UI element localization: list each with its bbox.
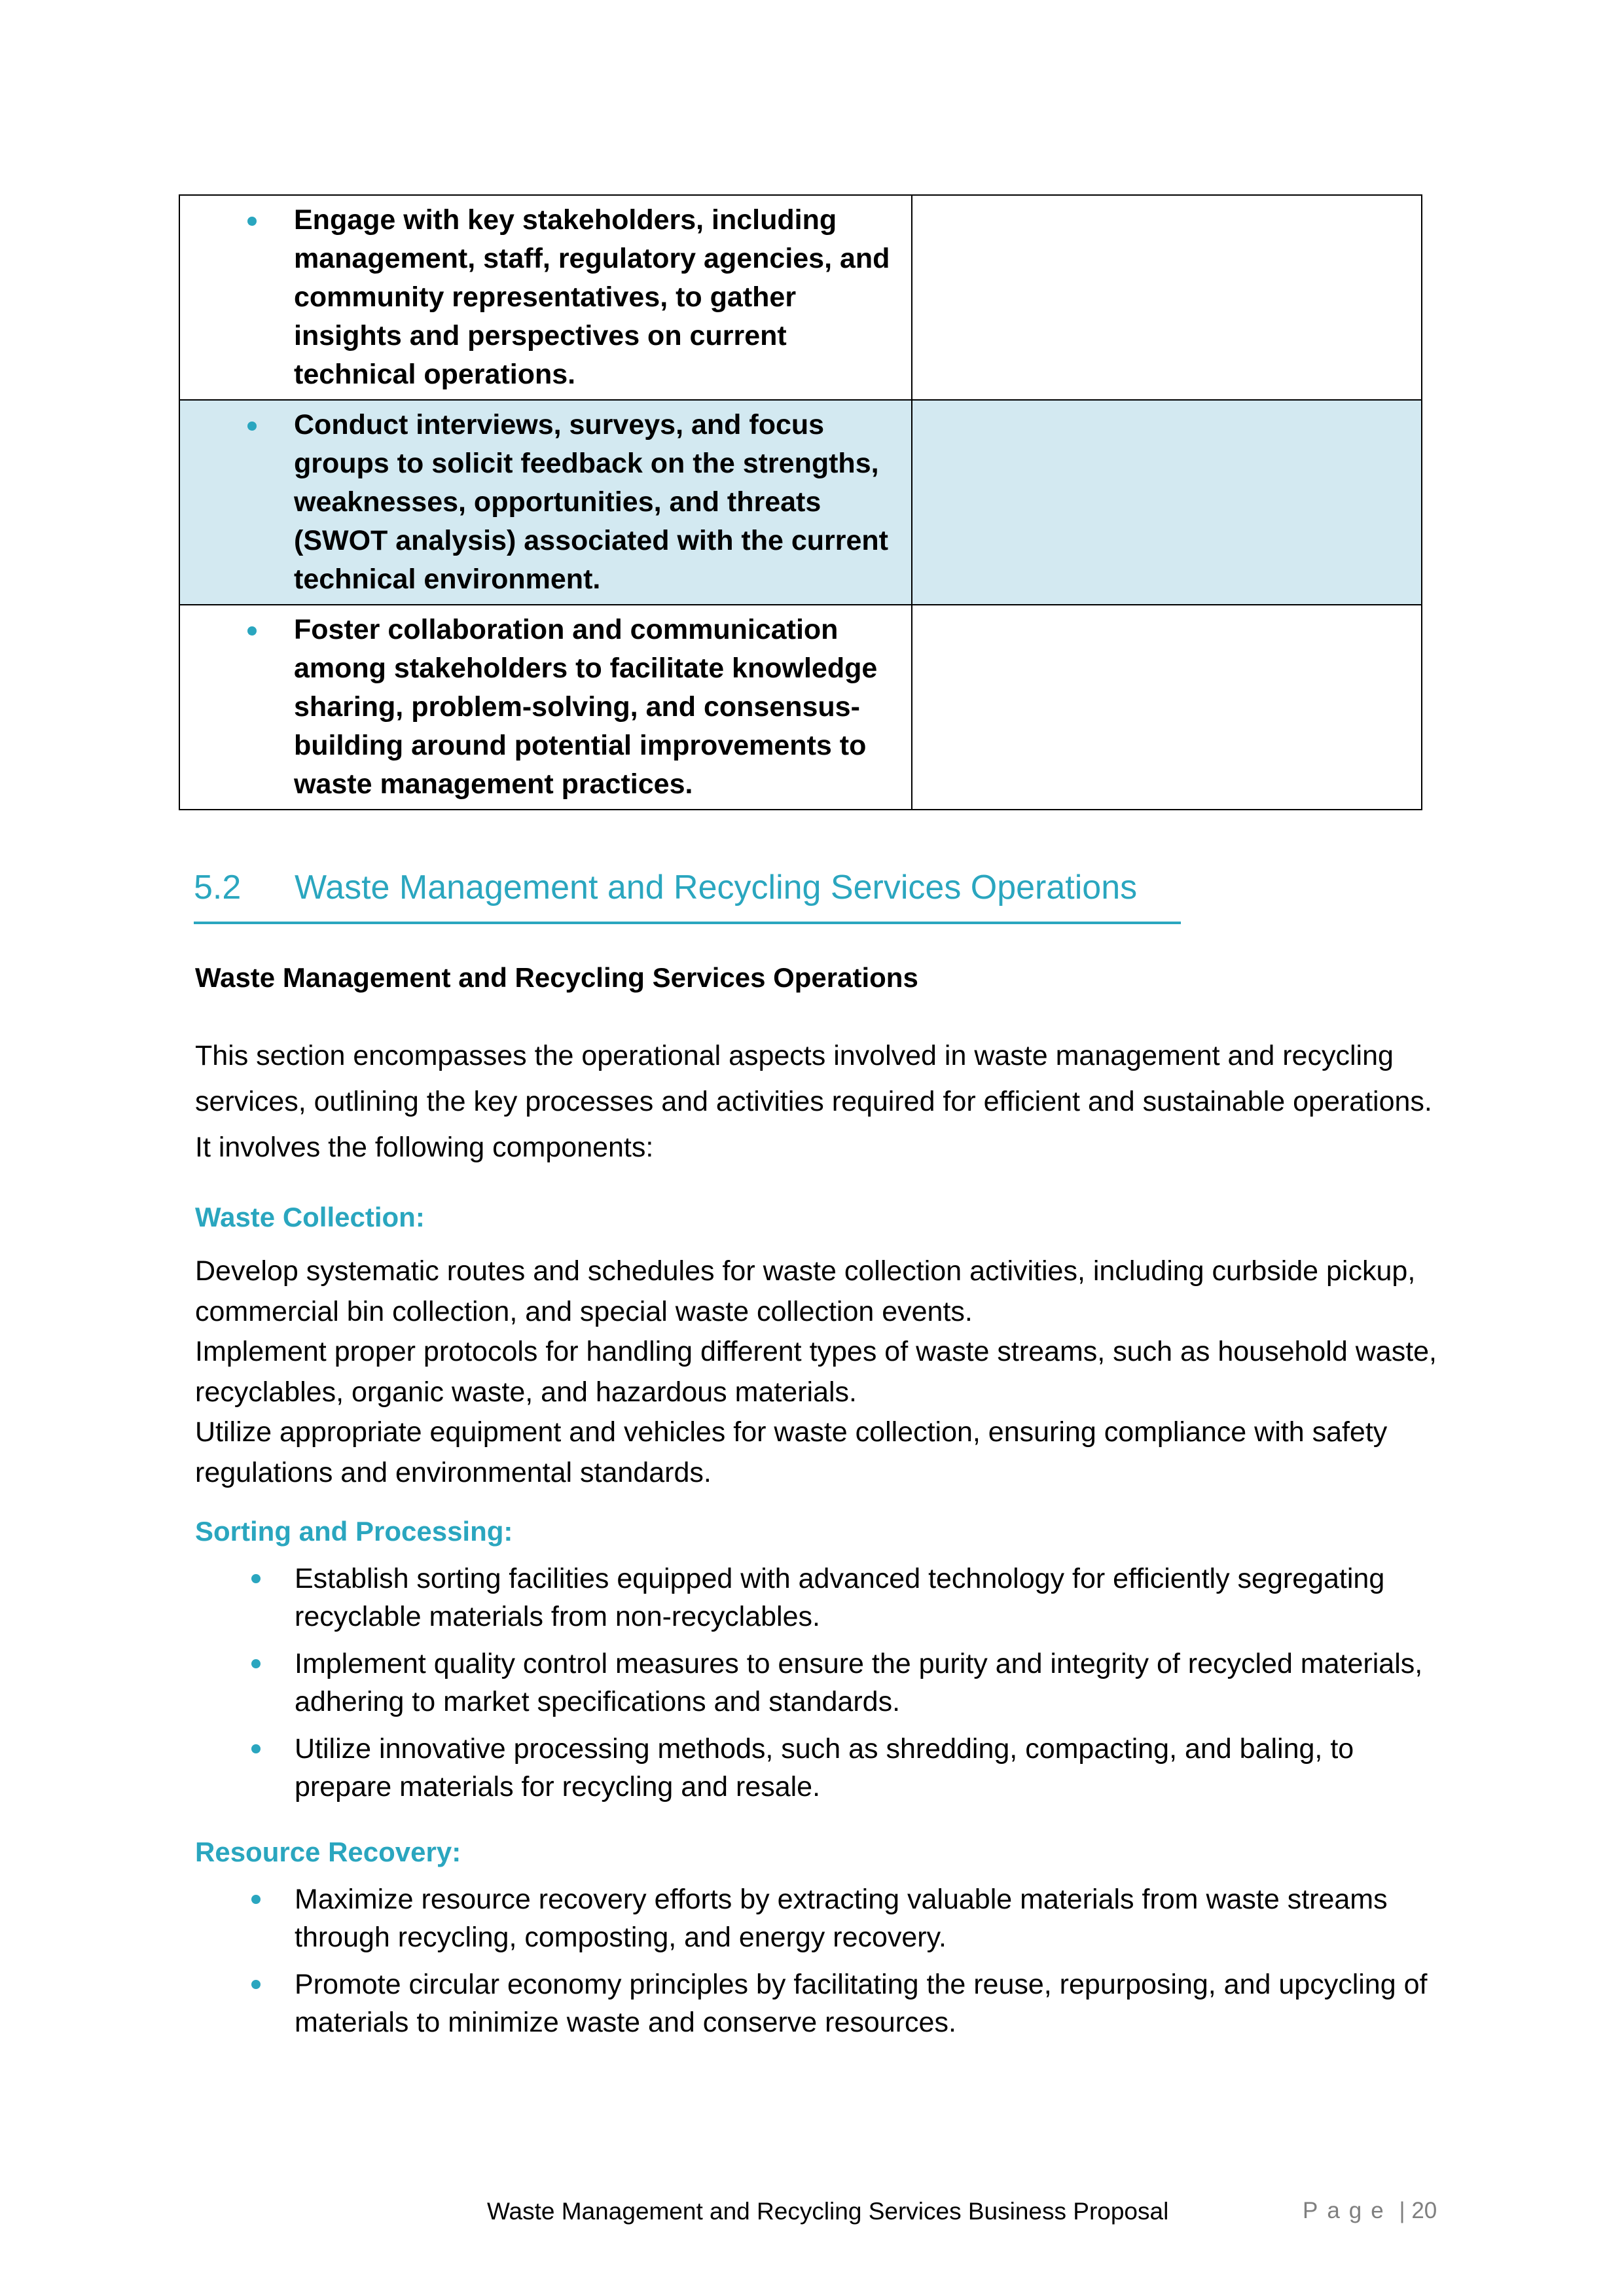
list-item: Utilize innovative processing methods, such as shredding, compacting, and baling, to prepare materials for recycling and resale. — [195, 1730, 1439, 1806]
table-cell-right — [912, 605, 1422, 810]
table-cell-left — [179, 195, 912, 400]
table-bullet-item: Conduct interviews, surveys, and focus groups to solicit feedback on the strengths, weaknesses, opportunities, and threats (SWOT analysis) associated with the current technical environment. — [180, 406, 898, 599]
table-cell-right — [912, 400, 1422, 605]
sorting-label: Sorting and Processing: — [195, 1516, 513, 1547]
page-number: 20 — [1411, 2198, 1437, 2223]
page-word: Page — [1303, 2198, 1393, 2223]
section-heading — [194, 861, 1181, 924]
list-item: Establish sorting facilities equipped with advanced technology for efficiently segregating recyclable materials from non-recyclables. — [195, 1560, 1439, 1636]
stakeholder-table — [179, 194, 1422, 810]
resource-recovery-label: Resource Recovery: — [195, 1837, 461, 1867]
intro-paragraph: This section encompasses the operational aspects involved in waste management and recycling services, outlining the key processes and activities required for efficient and sustainable operations. It involves the following components: — [195, 1040, 1432, 1163]
table-row — [179, 400, 1422, 605]
waste-collection-paragraph: Implement proper protocols for handling different types of waste streams, such as household waste, recyclables, organic waste, and hazardous materials. — [195, 1336, 1437, 1408]
sorting-list — [195, 1560, 1439, 1815]
table-row — [179, 605, 1422, 810]
waste-collection-paragraph: Utilize appropriate equipment and vehicles for waste collection, ensuring compliance with safety regulations and environmental standards. — [195, 1416, 1388, 1488]
table-bullet-item: Engage with key stakeholders, including management, staff, regulatory agencies, and community representatives, to gather insights and perspectives on current technical operations. — [180, 201, 898, 394]
section-subtitle: Waste Management and Recycling Services Operations — [195, 962, 918, 993]
waste-collection-body — [195, 1251, 1439, 1493]
table-cell-left — [179, 400, 912, 605]
table-cell-left — [179, 605, 912, 810]
section-number: 5.2 — [194, 869, 242, 906]
table-cell-right — [912, 195, 1422, 400]
list-item: Implement quality control measures to ensure the purity and integrity of recycled materials, adhering to market specifications and standards. — [195, 1645, 1439, 1721]
waste-collection-paragraph: Develop systematic routes and schedules for waste collection activities, including curbside pickup, commercial bin collection, and special waste collection events. — [195, 1255, 1416, 1327]
list-item: Promote circular economy principles by facilitating the reuse, repurposing, and upcycling of materials to minimize waste and conserve resources. — [195, 1965, 1439, 2041]
page-separator: | — [1399, 2198, 1405, 2223]
footer-page-number — [1303, 2198, 1437, 2224]
table-row — [179, 195, 1422, 400]
footer-title: Waste Management and Recycling Services Business Proposal — [487, 2198, 1169, 2225]
resource-recovery-list — [195, 1880, 1439, 2051]
waste-collection-label: Waste Collection: — [195, 1202, 425, 1232]
section-title: Waste Management and Recycling Services Operations — [295, 869, 1138, 906]
list-item: Maximize resource recovery efforts by extracting valuable materials from waste streams through recycling, composting, and energy recovery. — [195, 1880, 1439, 1956]
table-bullet-item: Foster collaboration and communication among stakeholders to facilitate knowledge sharing, problem-solving, and consensus-building around potential improvements to waste management practices. — [180, 611, 898, 804]
